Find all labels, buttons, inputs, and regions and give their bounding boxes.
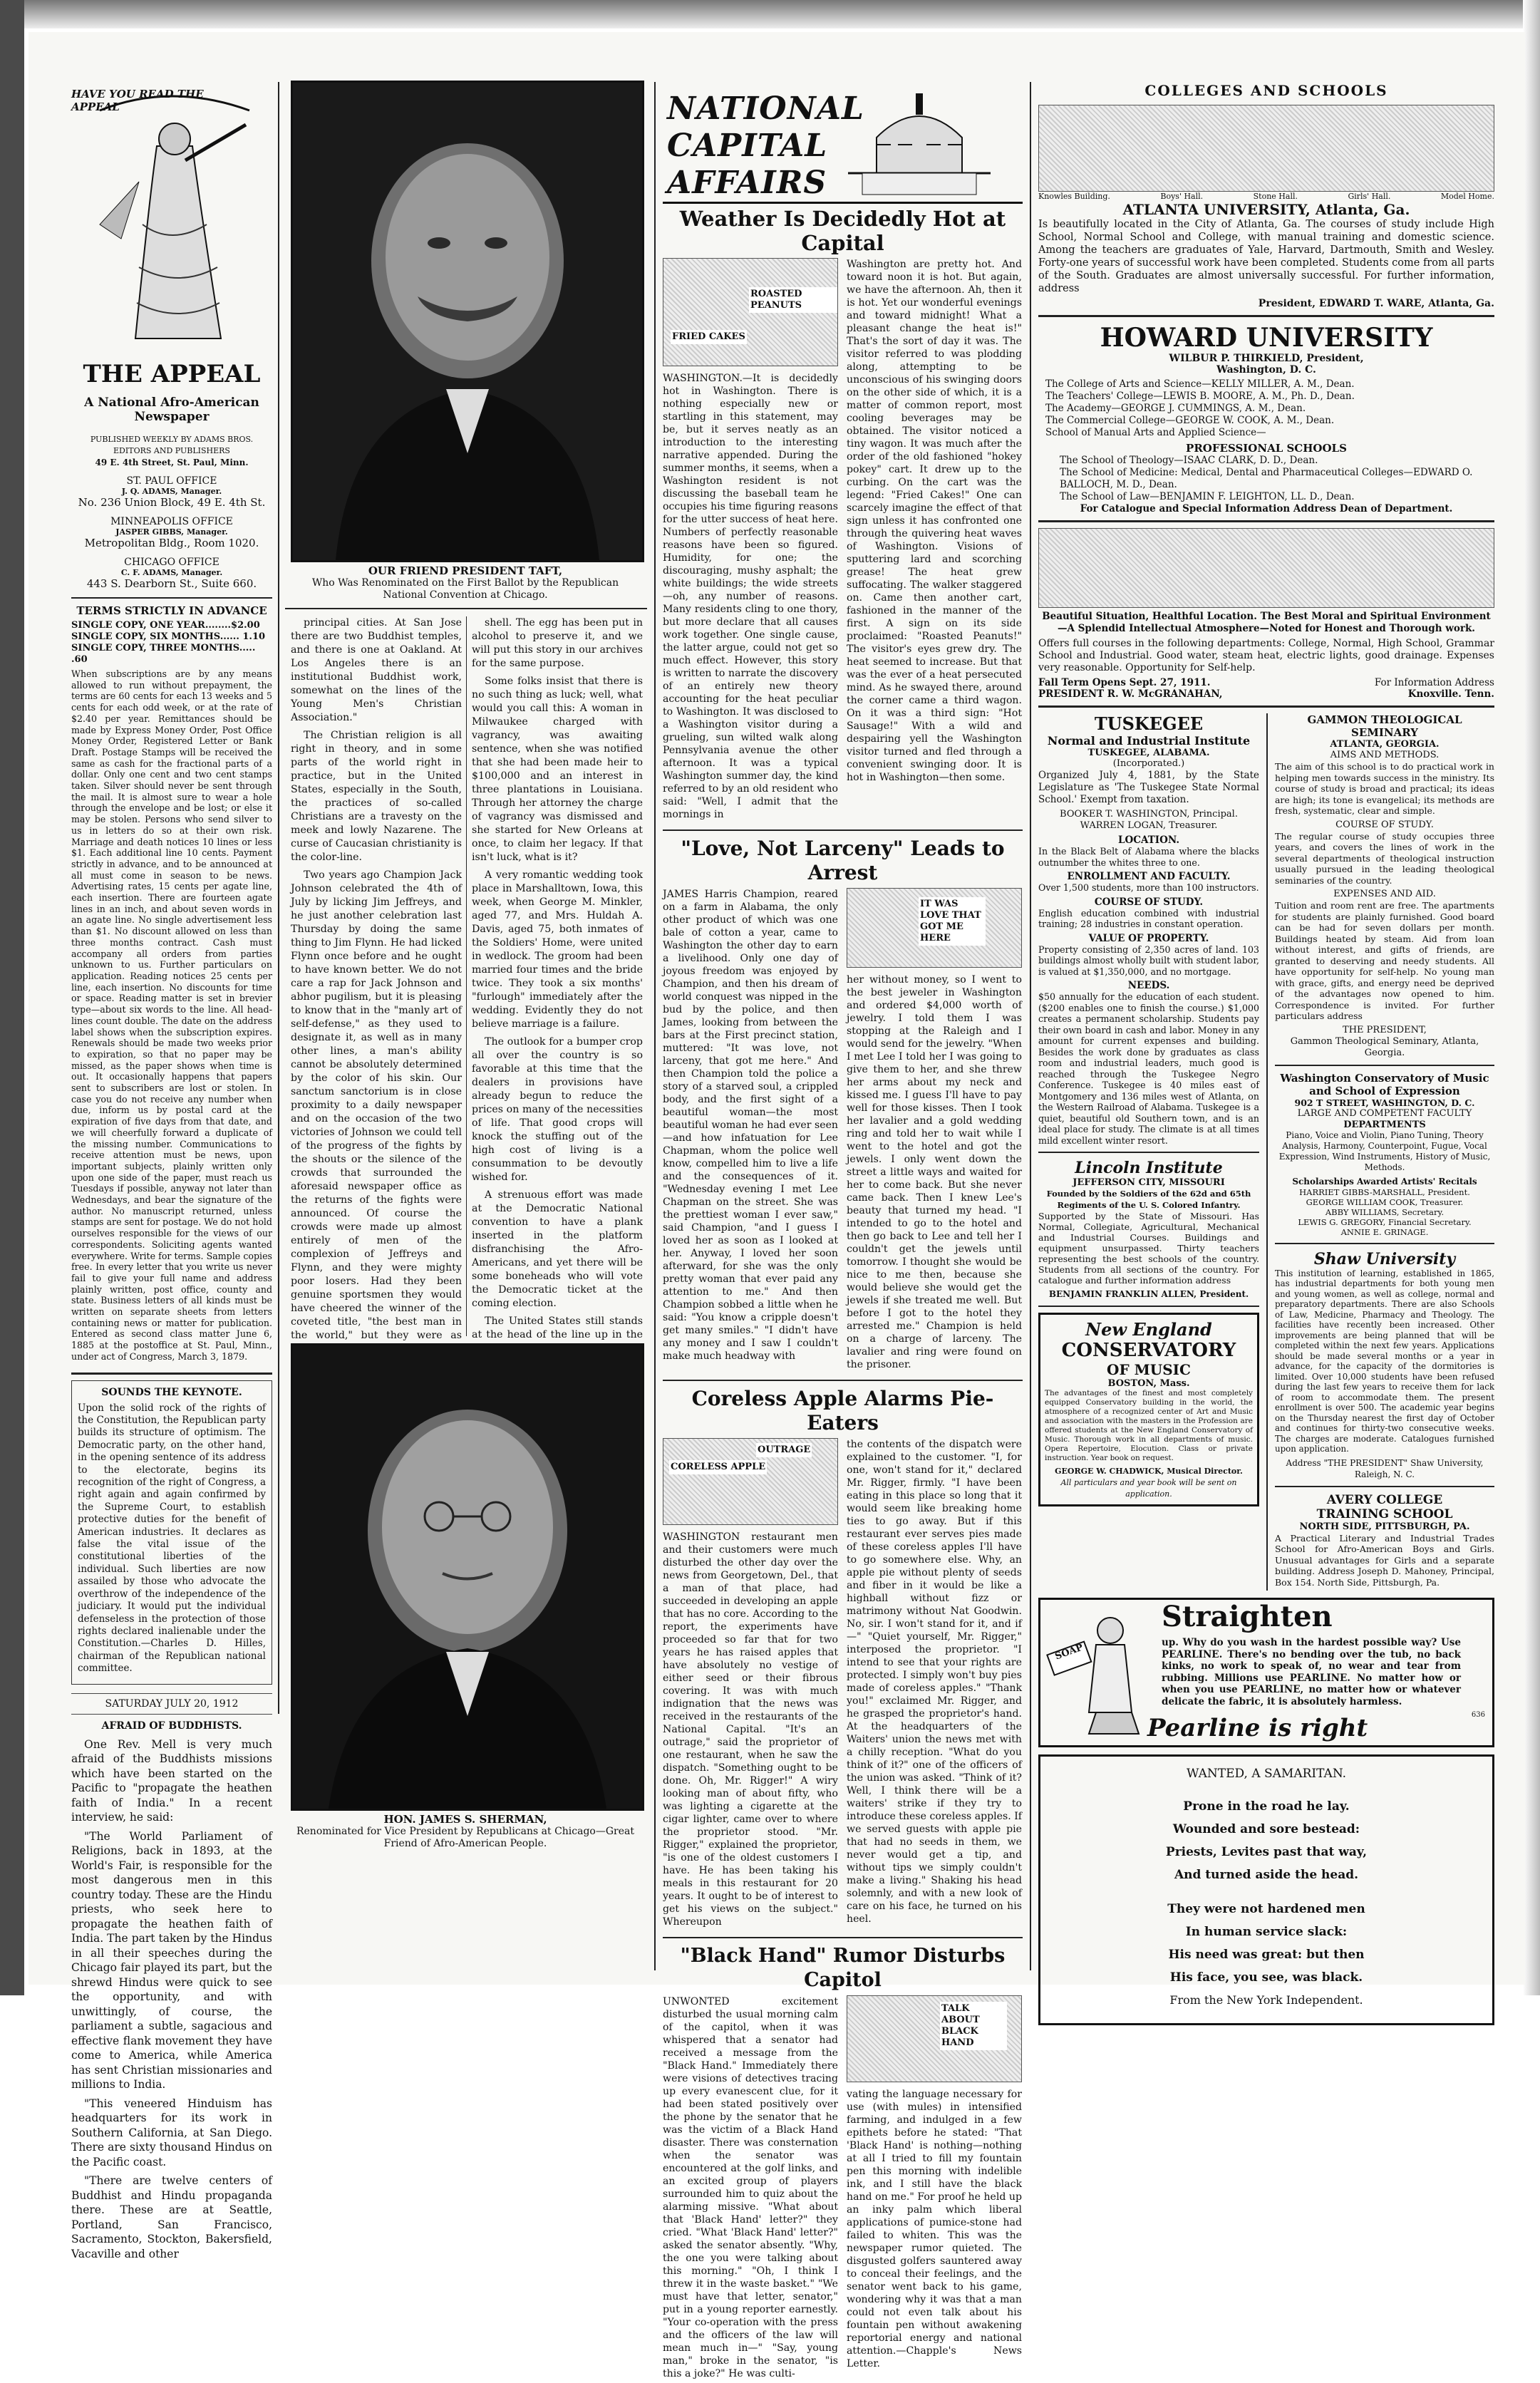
knoxville-tagline: Beautiful Situation, Healthful Location. The Best Moral and Spiritual Environment—A Splendid Intellectual Atmosphere—Noted for Honest and Thorough work. — [1042, 611, 1491, 634]
term-line: SINGLE COPY, THREE MONTHS..... .60 — [71, 643, 256, 665]
appeal-emblem — [71, 82, 272, 353]
buddhists-paragraph: "This veneered Hinduism has headquarters for its work in Southern California, at San Diego. There are sixty thousand Hindus on the Pacific coast. — [71, 2097, 272, 2169]
samaritan-poem-box — [1038, 1754, 1494, 2025]
taft-caption-title: OUR FRIEND PRESIDENT TAFT, — [368, 564, 563, 577]
jail-cell-illustration — [847, 888, 1022, 968]
tuskegee-section-heading: VALUE OF PROPERTY. — [1088, 932, 1209, 944]
gammon-body: The aim of this school is to do practical work in helping men towards success in the ministry. Its course of study is broad and practical; its ideas are high; its tone is evangelical; its methods are fresh, systematic, clear and simple. — [1274, 761, 1494, 816]
office-name: MINNEAPOLIS OFFICE — [110, 516, 233, 527]
poem-line: Prone in the road he lay. — [1183, 1799, 1350, 1814]
knoxville-campus-illustration — [1038, 528, 1494, 608]
office-list — [71, 475, 272, 590]
building-label: Girls' Hall. — [1348, 192, 1391, 201]
tuskegee-location: TUSKEGEE, ALABAMA. — [1087, 748, 1210, 758]
taft-portrait-illustration — [293, 83, 642, 560]
love-speech-bubble: IT WAS LOVE THAT GOT ME HERE — [919, 897, 986, 946]
knoxville-signature — [1038, 688, 1494, 700]
howard-president: WILBUR P. THIRKIELD, President, — [1169, 353, 1364, 364]
keynote-body: Upon the solid rock of the rights of the Constitution, the Republican party builds its structure of optimism. The Democratic party, on the other hand, in the opening sentence of its address to the electorate, begins its recognition of the right of Congress, a right again and again confirmed by the Supreme Court, to establish protective duties for the benefit of American industries. It declares as false the vital issue of the constitutional liberties of the individual. Such liberties are now assailed by those who advocate the overthrow of the independence of the judiciary. It would put the individual defenseless in the protection of those rights declared inalienable under the Constitution.—Charles D. Hilles, chairman of the Republican national committee. — [78, 1402, 266, 1675]
editorial-column-left — [291, 616, 462, 1341]
editorial-paragraph: The outlook for a bumper crop all over the country is so favorable at this time that the dealers in provisions have already begun to reduce the prices on many of the necessities of life. That good crops will knock the stuffing out of the high cost of living is a consummation to be devoutly wished for. — [472, 1036, 643, 1183]
gammon-aims: AIMS AND METHODS. — [1330, 750, 1440, 760]
outrage-sign: OUTRAGE — [756, 1443, 812, 1457]
taft-caption — [291, 565, 640, 601]
hot-carts-illustration — [663, 258, 838, 366]
gammon-expense-heading: EXPENSES AND AID. — [1333, 889, 1436, 899]
poem-line: They were not hardened men — [1167, 1902, 1365, 1916]
emblem-banner: HAVE YOU READ THE APPEAL — [71, 88, 204, 113]
shaw-address: Address "THE PRESIDENT" Shaw University, Raleigh, N. C. — [1286, 1457, 1484, 1479]
column-rule — [466, 616, 467, 1336]
editorial-paragraph: Some folks insist that there is no such thing as luck; well, what would you call this: A woman in Milwaukee charged with vagrancy, was awaiting sentence, when she was notified that she had been made heir to $100,000 and an interest in three plantations in Louisiana. Through her attorney the charge of vagrancy was dismissed and she started for New Orleans at once, to claim her legacy. If that isn't luck, what is it? — [472, 676, 643, 863]
larceny-headline: "Love, Not Larceny" Leads to Arrest — [681, 837, 1005, 884]
tuskegee-section-text: Property consisting of 2,350 acres of land. 103 buildings almost wholly built with student labor, is valued at $1,350,000, and no mortgage. — [1038, 944, 1259, 977]
office-name: CHICAGO OFFICE — [124, 557, 219, 568]
atlanta-campus-illustration — [1038, 105, 1494, 192]
editorial-paragraph: A strenuous effort was made at the Democratic National convention to have a plank inserted in the platform disfranchising the Afro-Americans, and yet there will be some boneheads who will vote the Democratic ticket at the coming election. — [472, 1189, 643, 1309]
howard-dept: School of Manual Arts and Applied Science— — [1045, 427, 1266, 438]
conservatory-person: ANNIE E. GRINAGE. — [1340, 1226, 1429, 1237]
apple-article — [663, 1438, 1023, 1931]
howard-dept: The Commercial College—GEORGE W. COOK, A. M., Dean. — [1045, 415, 1335, 426]
editorial-paragraph: The Christian religion is all right in theory, and in some parts of the world right in practice, but in the United States, especially in the South, the practices of so-called Christians are a travesty on the meek and lowly Nazarene. The curse of Caucasian christianity is the color-line. — [291, 730, 462, 863]
gammon-sig1: THE PRESIDENT, — [1343, 1024, 1427, 1035]
weather-article — [663, 258, 1023, 824]
taft-caption-body: Who Was Renominated on the First Ballot by the Republican National Convention at Chicago. — [311, 577, 619, 601]
ads-left-subcolumn — [1038, 713, 1259, 1591]
column-rule — [654, 82, 656, 1970]
lincoln-name: Lincoln Institute — [1075, 1159, 1223, 1177]
office-address: 443 S. Dearborn St., Suite 660. — [86, 577, 257, 590]
poem-line: His need was great: but then — [1168, 1948, 1365, 1962]
office-manager: C. F. ADAMS, Manager. — [120, 568, 223, 577]
avery-body: A Practical Literary and Industrial Trades School for Afro-American Boys and Girls. Unusual advantages for Girls and a separate building. Address Joseph D. Mahoney, Principal, Box 154. North Side, Pittsburgh, Pa. — [1274, 1532, 1494, 1588]
ne-location: BOSTON, Mass. — [1107, 1378, 1190, 1389]
buddhists-paragraph: "There are twelve centers of Buddhist and Hindu propaganda there. These are at Seattle, Portland, San Francisco, Sacramento, Stockton, Bakersfield, Vacaville and other — [71, 2174, 272, 2260]
howard-prof-title: PROFESSIONAL SCHOOLS — [1186, 442, 1347, 455]
keynote-box — [71, 1380, 272, 1685]
atlanta-building-labels — [1038, 192, 1494, 201]
scan-left-edge — [0, 0, 24, 1995]
conservatory-dc-people — [1275, 1187, 1494, 1237]
senator-illustration — [847, 1995, 1022, 2082]
conservatory-dc-depts-heading: DEPARTMENTS — [1343, 1119, 1426, 1130]
larceny-article — [663, 888, 1023, 1374]
tuskegee-treasurer: WARREN LOGAN, Treasurer. — [1080, 820, 1218, 831]
poem-source: From the New York Independent. — [1169, 1993, 1363, 2007]
sherman-portrait-photo — [291, 1343, 644, 1811]
tuskegee-section-heading: LOCATION. — [1117, 834, 1180, 846]
ads-subcolumn-rule — [1266, 713, 1268, 1591]
weather-headline: Weather Is Decidedly Hot at Capital — [679, 207, 1006, 255]
sherman-caption-body: Renominated for Vice President by Republicans at Chicago—Great Friend of Afro-American People. — [296, 1826, 634, 1849]
weather-body-right: Washington are pretty hot. And toward noon it is hot. But again, we have the afternoon. Ah, then it is hot. Yet our wonderful evenings and toward midnight! What a pleasant change the heat is!" That's the sort of day it was. The visitor referred to was plodding along, attempting to be unconscious of his swinging doors on the other side of which, it is a matter of common report, most cooling beverages may be obtained. The visitor noticed a tiny wagon. It was much after the order of the old fashioned "hokey pokey" cart. It drew up to the curbing. On the cart was the legend: "Fried Cakes!" One can scarcely imagine the effect of that sign unless it has confronted one through the quivering heat waves of Washington. Visions of sputtering lard and scorching grease! The heat grew suffocating. The walker staggered on. Came then another cart, fashioned in the manner of the first. A sign on its side proclaimed: "Roasted Peanuts!" The visitor's eyes grew dry. The heat seemed to increase. But that was the ever of a heat persecuted mind. As he swayed there, around the corner came a third wagon. On it was a third sign: "Hot Sausage!" With a wild and despairing yell the Washington visitor turned and fled through a convenient swinging door. It is hot in Washington—then some. — [847, 259, 1022, 783]
howard-departments — [1045, 378, 1494, 439]
tuskegee-section-text: Over 1,500 students, more than 100 instructors. — [1038, 882, 1259, 893]
knoxville-city: Knoxville. Tenn. — [1407, 688, 1494, 700]
howard-name: HOWARD UNIVERSITY — [1100, 323, 1433, 353]
building-label: Stone Hall. — [1253, 192, 1298, 201]
conservatory-dc-sub: LARGE AND COMPETENT FACULTY — [1297, 1107, 1472, 1119]
editorial-paragraph: principal cities. At San Jose there are two Buddhist temples, and there is one at Oakland. At Los Angeles there is an institutional Buddhist work, somewhat on the lines of the Young Men's Christian Association." — [291, 617, 462, 723]
atlanta-body: Is beautifully located in the City of Atlanta, Ga. The courses of study include High School, Normal School and College, with manual training and domestic science. Among the teachers are graduates of Yale, Harvard, Dartmouth, Smith and Wesley. Forty-one years of successful work have been completed. Students come from all parts of the South. Graduates are almost universally successful. For further information, address — [1038, 219, 1494, 294]
office-block — [71, 475, 272, 509]
poem-line: In human service slack: — [1185, 1925, 1348, 1939]
poem-line: Wounded and sore bestead: — [1172, 1822, 1360, 1836]
colleges-header: COLLEGES AND SCHOOLS — [1144, 82, 1388, 99]
sherman-caption — [291, 1814, 640, 1850]
terms-title: TERMS STRICTLY IN ADVANCE — [76, 604, 267, 617]
gammon-course: The regular course of study occupies three years, and covers the lines of work in the several departments of theological instruction usually pursued in the leading theological seminaries of the country. — [1274, 830, 1494, 886]
gammon-location: ATLANTA, GEORGIA. — [1330, 739, 1440, 750]
howard-professional — [1060, 455, 1494, 503]
poem-stanza-1 — [1046, 1795, 1487, 1886]
terms-list — [71, 620, 272, 666]
pearline-body: up. Why do you wash in the hardest possible way? Use PEARLINE. There's no bending over the tub, no back kinks, no work to speak of, no wear and tear from rubbing. Millions use PEARLINE. No matter how or when you use PEARLINE, no matter how or whatever delicate the fabric, it is absolutely harmless. — [1162, 1637, 1461, 1707]
poem-title: WANTED, A SAMARITAN. — [1186, 1767, 1347, 1781]
tuskegee-section-text: In the Black Belt of Alabama where the blacks outnumber the whites three to one. — [1038, 846, 1259, 868]
conservatory-dc-depts: Piano, Voice and Violin, Piano Tuning, Theory Analysis, Harmony, Counterpoint, Fugue, Vocal Expression, Wind Instruments, History of Music, Methods. — [1278, 1130, 1491, 1172]
avery-name2: TRAINING SCHOOL — [1316, 1506, 1453, 1521]
howard-dept: The College of Arts and Science—KELLY MILLER, A. M., Dean. — [1045, 378, 1355, 390]
shaw-name: Shaw University — [1313, 1249, 1456, 1268]
larceny-body-left: JAMES Harris Champion, reared on a farm in Alabama, the only other product of which was one bale of cotton a year, came to Washington the other day to earn a livelihood. Only one day of joyous freedom was enjoyed by Champion, and then his dream of world conquest was nipped in the bud by the police, and then James, looking from between the bars at the First precinct station, muttered: "It was love, not larceny, that got me here." And then Champion told the police a story of a starved soul, a crippled body, and the first sight of a beautiful woman—the most beautiful woman he had ever seen—and how infatuation for Lee Chapman, whom the police well know, compelled him to live a life and the consequences of it. "Wednesday evening I met Lee Chapman on the street. She was the prettiest woman I ever saw," said Champion, "and I guess I loved her as soon as I looked at her. Anyway, I loved her soon afterward, for she was the only pretty woman that ever paid any attention to me." And then Champion sobbed a little when he said: "You know a cripple doesn't get many smiles." "I didn't have any money and I saw I couldn't make much headway with — [663, 889, 838, 1362]
lincoln-location: JEFFERSON CITY, MISSOURI — [1073, 1177, 1225, 1188]
lincoln-body: Supported by the State of Missouri. Has Normal, Collegiate, Agricultural, Mechanical and Industrial Courses. Buildings and equipment unsurpassed. Thirty teachers representing the best schools of the country. Students from all sections of the country. For catalogue and further information address — [1038, 1211, 1259, 1286]
knoxville-address-label: For Information Address — [1374, 677, 1494, 688]
tuskegee-section-heading: NEEDS. — [1127, 980, 1170, 991]
shaw-body: This institution of learning, established in 1865, has industrial departments for both young men and young women, as well as college, normal and preparatory departments. There are also Schools of Law, Medicine, Pharmacy and Theology. The facilities have recently been increased. Other improvements are being planned that will be completed within the next few years. Applications should be made several months or a year in advance, for the capacity of the dormitories is limited. Over 10,000 students have been refused during the last few years to receive them for lack of room to accommodate them. The present enrollment is over 500. The academic year begins on the Thursday nearest the first day of October and continues for thirty-two consecutive weeks. The charges are moderate. Catalogues furnished upon application. — [1274, 1268, 1494, 1454]
ne-footer: All particulars and year book will be sent on application. — [1060, 1478, 1237, 1499]
publisher-address: 49 E. 4th Street, St. Paul, Minn. — [95, 458, 249, 467]
capital-affairs-section — [663, 81, 1023, 2379]
ne-name2: CONSERVATORY — [1061, 1340, 1236, 1361]
conservatory-person: LEWIS G. GREGORY, Financial Secretary. — [1298, 1216, 1472, 1227]
office-block — [71, 516, 272, 549]
coreless-apple-sign: CORELESS APPLE — [669, 1460, 767, 1474]
tuskegee-section-text: $50 annually for the education of each student. ($200 enables one to finish the course.) $1,000 creates a permanent scholarship. Students pay their own board in cash and labor. Money in any amount for current expenses and building. Besides the work done by graduates as class room and industrial leaders, much good is reached through the Tuskegee Negro Conference. Tuskegee is 40 miles east of Montgomery and 136 miles west of Atlanta, on the Western Railroad of Alabama. Tuskegee is a quiet, beautiful old Southern town, and is an ideal place for study. The climate is at all times mild excellent winter resort. — [1038, 991, 1259, 1146]
atlanta-name: ATLANTA UNIVERSITY, Atlanta, Ga. — [1122, 201, 1410, 218]
fried-cakes-sign: FRIED CAKES — [671, 330, 747, 344]
avery-name1: AVERY COLLEGE — [1326, 1492, 1443, 1507]
howard-footer: For Catalogue and Special Information Address Dean of Department. — [1080, 503, 1453, 515]
tuskegee-section-heading: ENROLLMENT AND FACULTY. — [1067, 871, 1231, 882]
knoxville-body: Offers full courses in the following departments: College, Normal, High School, Grammar School and Industrial. Good water, steam heat, electric lights, good drainage. Expenses very reasonable. Opportunity for Self-help. — [1038, 638, 1494, 673]
paper-subtitle: A National Afro-American Newspaper — [84, 396, 259, 424]
office-address: No. 236 Union Block, 49 E. 4th St. — [78, 496, 266, 509]
poem-line: And turned aside the head. — [1174, 1868, 1359, 1882]
gammon-name: GAMMON THEOLOGICAL SEMINARY — [1307, 713, 1462, 739]
column-rule — [1030, 82, 1031, 1970]
larceny-body-right: her without money, so I went to the best jeweler in Washington and ordered $4,000 worth of jewelry. I told them I was stopping at the Raleigh and I would send for the jewelry. "When I met Lee I told her I was going to give them to her, and she threw her arms about my neck and kissed me. I guess I'll have to pay well for those kisses. Then I took her lavalier and a gold wedding ring and told her to wait while I went to the hotel and got the jewels. I only went down the street a little ways and waited for her to come back. But she never came back. Then I knew Lee's beauty that turned my head. "I intended to go to the hotel and then go back to Lee and tell her I couldn't get the jewels until tomorrow. I thought she would be nice to me then, because she would believe she would get the jewels if she treated me well. But before I got to the hotel they arrested me." Champion is held on a charge of larceny. The lavalier and ring were found on the prisoner. — [847, 974, 1022, 1370]
howard-prof-school: The School of Theology—ISAAC CLARK, D. D., Dean. — [1060, 455, 1318, 466]
term-line: SINGLE COPY, SIX MONTHS...... 1.10 — [71, 631, 266, 642]
tuskegee-incorporated: (Incorporated.) — [1112, 758, 1185, 769]
tuskegee-body: Organized July 4, 1881, by the State Legislature as 'The Tuskegee State Normal School.' Exempt from taxation. — [1038, 770, 1259, 805]
washerwoman-drawing — [1046, 1606, 1153, 1741]
apple-headline: Coreless Apple Alarms Pie-Eaters — [691, 1387, 994, 1435]
building-label: Model Home. — [1440, 192, 1494, 201]
weather-body-left: WASHINGTON.—It is decidedly hot in Washington. There is nothing especially new or startling in this statement, may be, but it serves neatly as an introduction to the interesting narrative appended. During the summer months, it seems, when a Washington resident is not discussing the baseball team he occupies his time figuring reasons for the utter success of heat here. Numbers of perfectly reasonable reasons have been so figured. Humidity, for one; the discouraging, mushy asphalt; the white buildings; the wide streets—oh, any number of reasons. Many residents cling to one thory, but more declare that all causes work together. One single cause, the latter argue, could not get so much effect. However, this story is written to narrate the discovery of an entirely new theory accounting for the heat peculiar to Washington. It was disclosed to a Washington visitor during a grueling, sun wilted walk along Pennsylvania avenue the other afternoon. It was a typical Washington summer day, the kind referred to by an old resident who said: "Well, I admit that the mornings in — [663, 373, 838, 820]
coreless-apple-illustration — [663, 1438, 838, 1525]
newsprint-sheet — [29, 32, 1525, 2379]
knoxville-president: PRESIDENT R. W. McGRANAHAN, — [1038, 688, 1223, 700]
howard-dept: The Academy—GEORGE J. CUMMINGS, A. M., Dean. — [1045, 403, 1306, 414]
paper-title: THE APPEAL — [83, 360, 261, 388]
dateline: SATURDAY JULY 20, 1912 — [105, 1697, 239, 1710]
editorial-paragraph: The United States still stands at the head of the line up in the — [472, 1315, 643, 1340]
pearline-code: 636 — [1471, 1711, 1485, 1719]
capital-banner — [663, 81, 1023, 204]
blackhand-headline: "Black Hand" Rumor Disturbs Capitol — [680, 1945, 1006, 1991]
conservatory-person: HARRIET GIBBS-MARSHALL, President. — [1299, 1187, 1470, 1197]
term-line: SINGLE COPY, ONE YEAR........$2.00 — [71, 620, 260, 631]
masthead-column — [71, 82, 272, 2260]
gammon-expenses: Tuition and room rent are free. The apartments for students are plainly furnished. Good board can be had for seven dollars per month. Buildings heated by steam. Aid from loan without interest, and gifts of friends, are granted to deserving and needy students. All have opportunity for self-help. No young man with grace, gifts, and energy need be deprived of the advantages now opened to him. Correspondence is invited. For further particulars address — [1274, 900, 1494, 1021]
tuskegee-section-text: English education combined with industrial training; 28 industries in constant operation. — [1038, 907, 1259, 929]
tuskegee-sections — [1038, 834, 1259, 1146]
washerwoman-illustration — [1046, 1606, 1153, 1741]
editorial-column-right — [472, 616, 643, 1340]
office-manager: JASPER GIBBS, Manager. — [115, 527, 228, 537]
new-england-ad — [1038, 1313, 1259, 1506]
poem-line: His face, you see, was black. — [1169, 1970, 1363, 1985]
conservatory-person: GEORGE WILLIAM COOK, Treasurer. — [1306, 1196, 1464, 1207]
lincoln-founded: Founded by the Soldiers of the 62d and 65th Regiments of the U. S. Colored Infantry. — [1046, 1189, 1251, 1210]
buddhists-title: AFRAID OF BUDDHISTS. — [101, 1720, 242, 1732]
ne-name1: New England — [1085, 1319, 1212, 1340]
taft-portrait-photo — [291, 81, 644, 562]
tuskegee-name: TUSKEGEE — [1094, 713, 1204, 734]
black-hand-speech-bubble: TALK ABOUT BLACK HAND — [940, 2002, 1007, 2050]
peanuts-sign: ROASTED PEANUTS — [749, 287, 837, 313]
howard-location: Washington, D. C. — [1216, 364, 1316, 376]
howard-dept: The Teachers' College—LEWIS B. MOORE, A. M., Ph. D., Dean. — [1045, 391, 1355, 402]
poem-line: Priests, Levites past that way, — [1165, 1845, 1368, 1859]
office-address: Metropolitan Bldg., Room 1020. — [84, 537, 259, 549]
ads-column — [1038, 82, 1494, 2007]
keynote-title: SOUNDS THE KEYNOTE. — [101, 1386, 242, 1398]
ads-right-subcolumn — [1275, 713, 1494, 1591]
howard-prof-school: The School of Medicine: Medical, Dental and Pharmaceutical Colleges—EDWARD O. BALLOCH, M. D., Dean. — [1060, 467, 1473, 490]
sherman-portrait-illustration — [293, 1345, 642, 1809]
editorial-paragraph: shell. The egg has been put in alcohol to preserve it, and we will put this story in our archives for the same purpose. — [472, 617, 643, 669]
office-name: ST. PAUL OFFICE — [126, 475, 217, 487]
buddhists-paragraph: One Rev. Mell is very much afraid of the Buddhists missions which have been started on the Pacific to "propagate the heathen faith of India." In a recent interview, he said: — [71, 1737, 272, 1824]
blackhand-article — [663, 1995, 1023, 2383]
scan-right-edge — [1523, 0, 1540, 1995]
poem-stanza-2 — [1046, 1898, 1487, 1989]
building-label: Knowles Building. — [1038, 192, 1110, 201]
howard-prof-school: The School of Law—BENJAMIN F. LEIGHTON, LL. D., Dean. — [1060, 491, 1355, 502]
building-label: Boys' Hall. — [1160, 192, 1204, 201]
soap-label: SOAP — [1053, 1642, 1085, 1663]
ne-director: GEORGE W. CHADWICK, Musical Director. — [1055, 1467, 1243, 1476]
blackhand-body-right: vating the language necessary for use (with mules) in intensified farming, and indulged in a few epithets before he stated: "That 'Black Hand' is nothing—nothing at all I tried to fill my fountain pen this morning with indelible ink, and I still have the black hand on me." For proof he held up an inky palm which liberal applications of pumice-stone had failed to whiten. This was the newspaper rumor quieted. The disgusted golfers sauntered away to conceal their feelings, and the senator went back to his game, wondering why it was that a man could not even talk about his fountain pen without awakening reportorial energy and national attention.—Chapple's News Letter. — [847, 2089, 1022, 2369]
pearline-title: Straighten — [1162, 1600, 1333, 1633]
knoxville-term: Fall Term Opens Sept. 27, 1911. — [1038, 677, 1211, 688]
liberty-figure-illustration — [71, 82, 272, 353]
conservatory-person: ABBY WILLIAMS, Secretary. — [1325, 1206, 1445, 1217]
column-rule — [278, 82, 279, 1714]
tuskegee-sub: Normal and Industrial Institute — [1047, 734, 1251, 748]
buddhists-article — [71, 1737, 272, 2262]
tuskegee-section-heading: COURSE OF STUDY. — [1094, 896, 1204, 908]
conservatory-dc-address: 902 T STREET, WASHINGTON, D. C. — [1294, 1097, 1475, 1108]
conservatory-dc-awards: Scholarships Awarded Artists' Recitals — [1292, 1176, 1477, 1187]
apple-body-left: WASHINGTON restaurant men and their customers were much disturbed the other day over the news from Georgetown, Del., that a man of that place, had succeeded in developing an apple that has no core. According to the report, the experiments have proceeded so far that for two years he has raised apples that have absolutely no vestige of either seed or their fibrous covering. It was with much indignation that the news was received in the restaurants of the National Capital. "It's an outrage," said the proprietor of one restaurant, when he saw the dispatch. "Something ought to be done. Oh, Mr. Rigger!" A wiry looking man of about fifty, who was lighting a cigarette at the cigar lighter, came over to where the proprietor stood. "Mr. Rigger," explained the proprietor, "is one of the oldest customers I have. He has been taking his meals in this restaurant for 20 years. It ought to be of interest to get his views on the subject." Whereupon — [663, 1531, 838, 1928]
lincoln-president: BENJAMIN FRANKLIN ALLEN, President. — [1048, 1289, 1249, 1299]
terms-body: When subscriptions are by any means allowed to run without prepayment, the terms are 60 cents for each 13 weeks and 5 cents for each odd week, or at the rate of $2.40 per year. Remittances should be made by Express Money Order, Post Office Money Order, Registered Letter or Bank Draft. Postage Stamps will be received the same as cash for the fractional parts of a dollar. Only one cent and two cent stamps taken. Silver should never be sent through the mail. It is almost sure to wear a hole through the envelope and be lost; or else it may be stolen. Persons who send silver to us in letters do so at their own risk. Marriage and death notices 10 lines or less $1. Each additional line 10 cents. Payment strictly in advance, and to be announced at all must come in season to be news. Advertising rates, 15 cents per agate line, each insertion. There are fourteen agate lines in an inch, and about seven words in an agate line. No single advertisement less than $1. No discount allowed on less than three months contract. Cash must accompany all orders from parties unknown to us. Further particulars on application. Reading notices 25 cents per line, each insertion. No discounts for time or space. Reading matter is set in brevier type—about six words to the line. All head-lines count double. The date on the address label shows when the subscription expires. Renewals should be made two weeks prior to expiration, so that no paper may be missed, as the paper shows when time is out. It occasionally happens that papers sent to subscribers are lost or stolen. In case you do not receive any number when due, inform us by postal card at the expiration of five days from that date, and we will cheerfully forward a duplicate of the missing number. Communications to receive attention must be news, upon important subjects, plainly written only upon one side of the paper, must reach us Tuesdays if possible, anyway not later than Wednesdays, and bear the signature of the author. No manuscript returned, unless stamps are sent for postage. We do not hold ourselves responsible for the views of our correspondents. Soliciting agents wanted everywhere. Write for terms. Sample copies free. In every letter that you write us never fail to give your full name and address plainly written, post office, county and state. Business letters of all kinds must be written on separate sheets from letters containing news or matter for publication. Entered as second class matter June 6, 1885 at the postoffice at St. Paul, Minn., under act of Congress, March 3, 1879. — [71, 668, 272, 1362]
knoxville-footer — [1038, 677, 1494, 688]
gammon-sig2: Gammon Theological Seminary, Atlanta, Georgia. — [1290, 1035, 1479, 1058]
conservatory-dc-name: Washington Conservatory of Music and School of Expression — [1280, 1071, 1489, 1097]
pearline-footer: Pearline is right — [1147, 1714, 1368, 1742]
editorial-paragraph: Two years ago Champion Jack Johnson celebrated the 4th of July by licking Jim Jeffreys, and he just another celebration last Thursday by doing the same thing to Jim Flynn. He had licked Flynn once before and he ought to have known better. We do not care a rap for Jack Johnson and abhor pugilism, but it is pleasing to know that in the "manly art of self-defense," as they used to designate it, as well as in many other lines, a man's ability cannot be absolutely determined by the color of his skin. Our sanctum sanctorium is in close proximity to a daily newspaper and on the occasion of the two victories of Johnson we could tell of the progress of the fights by the shouts or the silence of the crowds that surrounded the aforesaid newspaper office as the returns of the fights were announced. Of course the crowds were made up almost entirely of men of the complexion of Jeffreys and Flynn, and they were mighty poor losers. Had they been genuine sportsmen they would have cheered the winner of the coveted title, "the best man in the world," but they were as — [291, 869, 462, 1341]
ne-body: The advantages of the finest and most completely equipped Conservatory building in the world, the atmosphere of a recognized center of Art and Music and association with the masters in the Profession are offered students at the New England Conservatory of Music. Thorough work in all departments of music. Opera Repertoire, Elocution. Class or private instruction. Year book on request. — [1045, 1389, 1253, 1462]
apple-body-right: the contents of the dispatch were explained to the customer. "I, for one, won't stand for it," declared Mr. Rigger, firmly. "I have been eating in this place so long that it would seem like breaking home ties to go away. But if this restaurant ever serves pies made of these coreless apples I'll have to go somewhere else. Why, an apple pie without plenty of seeds and fiber in it would be like a highball without fizz or matrimony without Nat Goodwin. No, sir. I won't stand for it, and if—" "Quiet yourself, Mr. Rigger," interposed the proprietor. "I intend to see that your rights are protected. I simply won't buy pies made of coreless apples." "Thank you!" exclaimed Mr. Rigger, and he grasped the proprietor's hand. At the headquarters of the Waiters' union the news met with a chilly reception. "What do you think of it?" one of the officers of the union was asked. "Think of it? Well, I think there will be a waiters' strike if they try to introduce these coreless apples. If we served guests with apple pie that had no seeds in them, we never would get a tip, and without tips we simply couldn't make a living." Shaking his head solemnly, and with a new look of care on his face, he turned on his heel. — [847, 1439, 1022, 1925]
sherman-caption-title: HON. JAMES S. SHERMAN, — [383, 1813, 547, 1826]
capital-banner-title: NATIONAL CAPITAL AFFAIRS — [667, 91, 864, 201]
editorial-paragraph: A very romantic wedding took place in Marshalltown, Iowa, this week, when George M. Minkler, aged 77, and Mrs. Huldah A. Davis, aged 75, both inmates of the Soldiers' Home, were united in wedlock. The groom had been married four times and the bride twice. They took a six months' "furlough" immediately after the wedding. Evidently they do not believe marriage is a failure. — [472, 869, 643, 1030]
blackhand-body-left: UNWONTED excitement disturbed the usual morning calm of the capitol, when it was whispered that a senator had received a message from the "Black Hand." Immediately there were visions of detectives tracing up every evanescent clue, for it had been stated positively over the phone by the senator that he was the victim of a Black Hand disaster. There was consternation when the senator was encountered at the golf links, and an excited group of players surrounded him to quiz about the alarming missive. "What about that 'Black Hand' letter?" they cried. "What 'Black Hand' letter?" asked the senator absently. "Why, the one you were talking about this morning." "Oh, I think I threw it in the waste basket." "We must have that letter, senator," put in a young reporter earnestly. "Your co-operation with the press and the officers of the law will mean much in—" "Say, young man," broke in the senator, "is this a joke?" He was culti- — [663, 1996, 838, 2379]
ne-name3: OF MUSIC — [1107, 1361, 1191, 1378]
office-block — [71, 557, 272, 590]
office-manager: J. Q. ADAMS, Manager. — [121, 487, 222, 496]
publisher-line: PUBLISHED WEEKLY BY ADAMS BROS. EDITORS AND PUBLISHERS — [90, 435, 254, 455]
avery-location: NORTH SIDE, PITTSBURGH, PA. — [1299, 1521, 1470, 1532]
tuskegee-principal: BOOKER T. WASHINGTON, Principal. — [1060, 809, 1238, 820]
scan-top-edge — [0, 0, 1540, 29]
gammon-course-heading: COURSE OF STUDY. — [1335, 819, 1434, 830]
ads-two-column — [1038, 713, 1494, 1591]
pearline-ad — [1038, 1598, 1494, 1747]
atlanta-signature: President, EDWARD T. WARE, Atlanta, Ga. — [1258, 298, 1494, 309]
buddhists-paragraph: "The World Parliament of Religions, back in 1893, at the World's Fair, is responsible for the most dangerous men in this country today. These are the Hindu priests, who seek here to propagate the heathen faith of India. The part taken by the Hindus in all their speeches during the Chicago fair played its part, but the shrewd Hindus were quick to see the opportunity, and with unwittingly, of course, the parliament a subtle, sagacious and effective flank movement they have come to America, while America has sent Christian missionaries and millions to India. — [71, 1829, 272, 2092]
